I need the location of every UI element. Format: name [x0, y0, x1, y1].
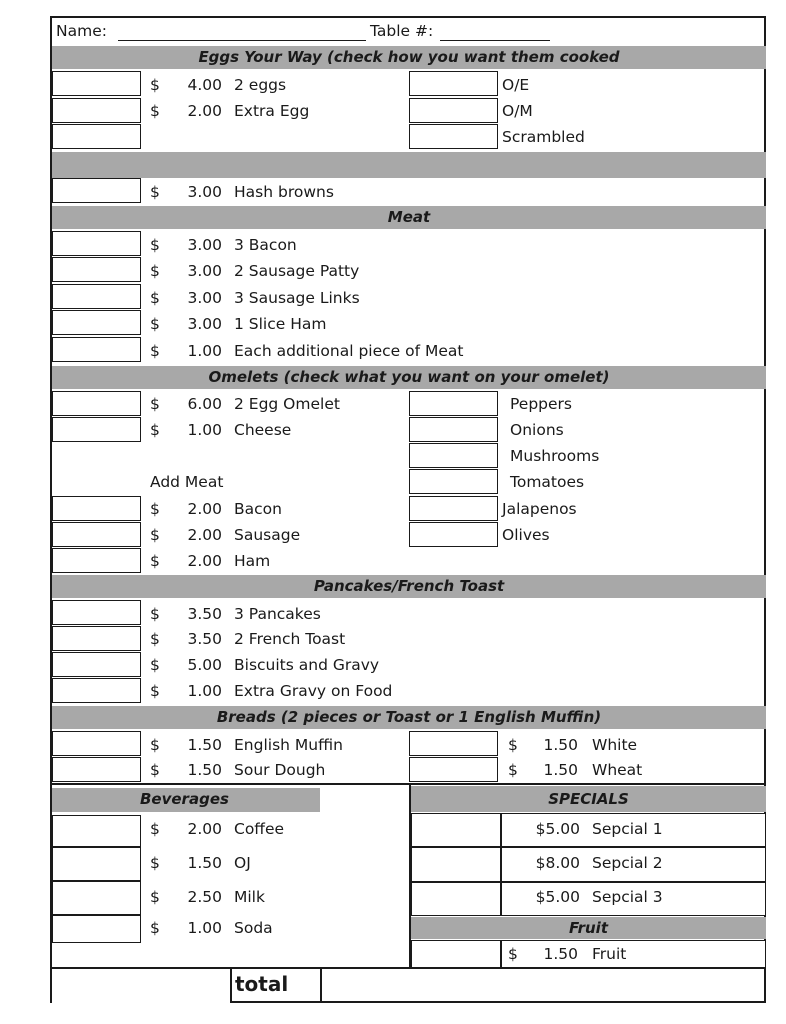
price: 3.00	[187, 183, 222, 201]
checkbox-french-toast[interactable]	[52, 626, 141, 651]
item-label: Cheese	[234, 421, 292, 439]
topping-label: Jalapenos	[502, 500, 577, 518]
item-label: 3 Sausage Links	[234, 289, 360, 307]
dollar-sign: $	[150, 395, 160, 413]
item-label: 2 Egg Omelet	[234, 395, 340, 413]
checkbox-blank[interactable]	[52, 124, 141, 149]
item-label: Each additional piece of Meat	[234, 342, 464, 360]
checkbox-pancakes[interactable]	[52, 600, 141, 625]
price: 3.00	[187, 236, 222, 254]
checkbox-special-1[interactable]	[411, 813, 501, 847]
total-divider	[320, 967, 322, 1003]
checkbox-scrambled[interactable]	[409, 124, 498, 149]
breads-section-header: Breads (2 pieces or Toast or 1 English Muffin)	[52, 706, 766, 729]
checkbox-mushrooms[interactable]	[409, 443, 498, 468]
price: 1.50	[187, 736, 222, 754]
eggs-section-header: Eggs Your Way (check how you want them cooked	[52, 46, 766, 69]
checkbox-coffee[interactable]	[52, 815, 141, 847]
item-label: 3 Pancakes	[234, 605, 321, 623]
price: 2.50	[187, 888, 222, 906]
table-label: Table #:	[370, 22, 434, 40]
item-label: Milk	[234, 888, 265, 906]
dollar-sign: $	[150, 76, 160, 94]
checkbox-fruit[interactable]	[411, 940, 501, 969]
order-form	[50, 16, 766, 1003]
blank-divider	[52, 152, 766, 178]
dollar-sign: $	[150, 854, 160, 872]
price: 3.00	[187, 262, 222, 280]
dollar-sign: $	[150, 289, 160, 307]
checkbox-olives[interactable]	[409, 522, 498, 547]
pancakes-section-header: Pancakes/French Toast	[52, 575, 766, 598]
item-label: Soda	[234, 919, 273, 937]
total-amount-field[interactable]	[52, 969, 230, 1003]
checkbox-milk[interactable]	[52, 881, 141, 915]
egg-style-label: O/M	[502, 102, 533, 120]
checkbox-sausage-patty[interactable]	[52, 257, 141, 282]
checkbox-omelet-bacon[interactable]	[52, 496, 141, 521]
dollar-sign: $	[150, 526, 160, 544]
checkbox-jalapenos[interactable]	[409, 496, 498, 521]
checkbox-tomatoes[interactable]	[409, 469, 498, 494]
total-label: total	[235, 972, 289, 996]
egg-style-label: O/E	[502, 76, 530, 94]
checkbox-wheat[interactable]	[409, 757, 498, 782]
dollar-sign: $	[150, 552, 160, 570]
checkbox-cheese[interactable]	[52, 417, 141, 442]
price: 1.00	[187, 919, 222, 937]
item-label: 1 Slice Ham	[234, 315, 327, 333]
checkbox-sausage-links[interactable]	[52, 284, 141, 309]
item-label: 2 Sausage Patty	[234, 262, 360, 280]
checkbox-omelet-sausage[interactable]	[52, 522, 141, 547]
meat-section-header: Meat	[52, 206, 766, 229]
checkbox-omelet-ham[interactable]	[52, 548, 141, 573]
item-label: English Muffin	[234, 736, 343, 754]
dollar-sign: $	[150, 605, 160, 623]
total-divider	[230, 967, 232, 1003]
item-label: Extra Egg	[234, 102, 310, 120]
checkbox-hash-browns[interactable]	[52, 178, 141, 203]
price: 3.00	[187, 315, 222, 333]
item-label: Sour Dough	[234, 761, 326, 779]
topping-label: Onions	[510, 421, 564, 439]
item-label: 2 French Toast	[234, 630, 346, 648]
item-label: Fruit	[592, 945, 627, 963]
price: 2.00	[187, 526, 222, 544]
price: 1.00	[187, 421, 222, 439]
topping-label: Olives	[502, 526, 550, 544]
dollar-sign: $	[150, 630, 160, 648]
dollar-sign: $	[508, 736, 518, 754]
item-label: Coffee	[234, 820, 285, 838]
dollar-sign: $	[150, 888, 160, 906]
checkbox-onions[interactable]	[409, 417, 498, 442]
item-label: OJ	[234, 854, 251, 872]
dollar-sign: $	[150, 761, 160, 779]
checkbox-english-muffin[interactable]	[52, 731, 141, 756]
topping-label: Peppers	[510, 395, 572, 413]
dollar-sign: $	[150, 236, 160, 254]
dollar-sign: $	[150, 919, 160, 937]
checkbox-2-egg-omelet[interactable]	[52, 391, 141, 416]
checkbox-oj[interactable]	[52, 847, 141, 881]
special-label: Sepcial 3	[592, 888, 663, 906]
checkbox-2-eggs[interactable]	[52, 71, 141, 96]
checkbox-additional-meat[interactable]	[52, 337, 141, 362]
dollar-sign: $	[150, 421, 160, 439]
table-number-field[interactable]	[440, 40, 550, 41]
price: 2.00	[187, 552, 222, 570]
dollar-sign: $	[150, 820, 160, 838]
omelets-section-header: Omelets (check what you want on your omelet)	[52, 366, 766, 389]
dollar-sign: $	[150, 736, 160, 754]
checkbox-oe[interactable]	[409, 71, 498, 96]
special-price: $8.00	[535, 854, 580, 872]
topping-label: Mushrooms	[510, 447, 600, 465]
item-label: Bacon	[234, 500, 282, 518]
checkbox-special-3[interactable]	[411, 882, 501, 916]
item-label: Extra Gravy on Food	[234, 682, 393, 700]
dollar-sign: $	[150, 656, 160, 674]
checkbox-extra-egg[interactable]	[52, 98, 141, 123]
price: 1.50	[543, 945, 578, 963]
add-meat-label: Add Meat	[150, 473, 224, 491]
dollar-sign: $	[150, 183, 160, 201]
checkbox-3-bacon[interactable]	[52, 231, 141, 256]
beverages-section-header: Beverages	[52, 788, 320, 812]
special-label: Sepcial 2	[592, 854, 663, 872]
specials-section-header: SPECIALS	[411, 786, 766, 812]
price: 3.50	[187, 605, 222, 623]
dollar-sign: $	[150, 315, 160, 333]
checkbox-biscuits-gravy[interactable]	[52, 652, 141, 677]
special-label: Sepcial 1	[592, 820, 663, 838]
price: 6.00	[187, 395, 222, 413]
price: 1.50	[187, 761, 222, 779]
fruit-section-header: Fruit	[411, 917, 766, 939]
item-label: Ham	[234, 552, 271, 570]
dollar-sign: $	[150, 262, 160, 280]
checkbox-extra-gravy[interactable]	[52, 678, 141, 703]
name-label: Name:	[56, 22, 107, 40]
price: 1.50	[543, 736, 578, 754]
item-label: Wheat	[592, 761, 643, 779]
dollar-sign: $	[150, 102, 160, 120]
checkbox-slice-ham[interactable]	[52, 310, 141, 335]
price: 2.00	[187, 500, 222, 518]
item-label: White	[592, 736, 638, 754]
price: 5.00	[187, 656, 222, 674]
price: 4.00	[187, 76, 222, 94]
special-price: $5.00	[535, 820, 580, 838]
price: 1.00	[187, 682, 222, 700]
price: 3.50	[187, 630, 222, 648]
item-label: Hash browns	[234, 183, 334, 201]
dollar-sign: $	[508, 761, 518, 779]
checkbox-soda[interactable]	[52, 915, 141, 943]
name-field[interactable]	[118, 40, 366, 41]
topping-label: Tomatoes	[510, 473, 585, 491]
price: 2.00	[187, 820, 222, 838]
price: 2.00	[187, 102, 222, 120]
dollar-sign: $	[150, 500, 160, 518]
item-label: 2 eggs	[234, 76, 287, 94]
checkbox-sour-dough[interactable]	[52, 757, 141, 782]
item-label: Biscuits and Gravy	[234, 656, 380, 674]
dollar-sign: $	[150, 342, 160, 360]
item-label: 3 Bacon	[234, 236, 297, 254]
checkbox-om[interactable]	[409, 98, 498, 123]
dollar-sign: $	[150, 682, 160, 700]
price: 1.00	[187, 342, 222, 360]
checkbox-peppers[interactable]	[409, 391, 498, 416]
special-price: $5.00	[535, 888, 580, 906]
egg-style-label: Scrambled	[502, 128, 585, 146]
checkbox-special-2[interactable]	[411, 847, 501, 882]
price: 3.00	[187, 289, 222, 307]
price: 1.50	[187, 854, 222, 872]
checkbox-white[interactable]	[409, 731, 498, 756]
price: 1.50	[543, 761, 578, 779]
dollar-sign: $	[508, 945, 518, 963]
item-label: Sausage	[234, 526, 301, 544]
